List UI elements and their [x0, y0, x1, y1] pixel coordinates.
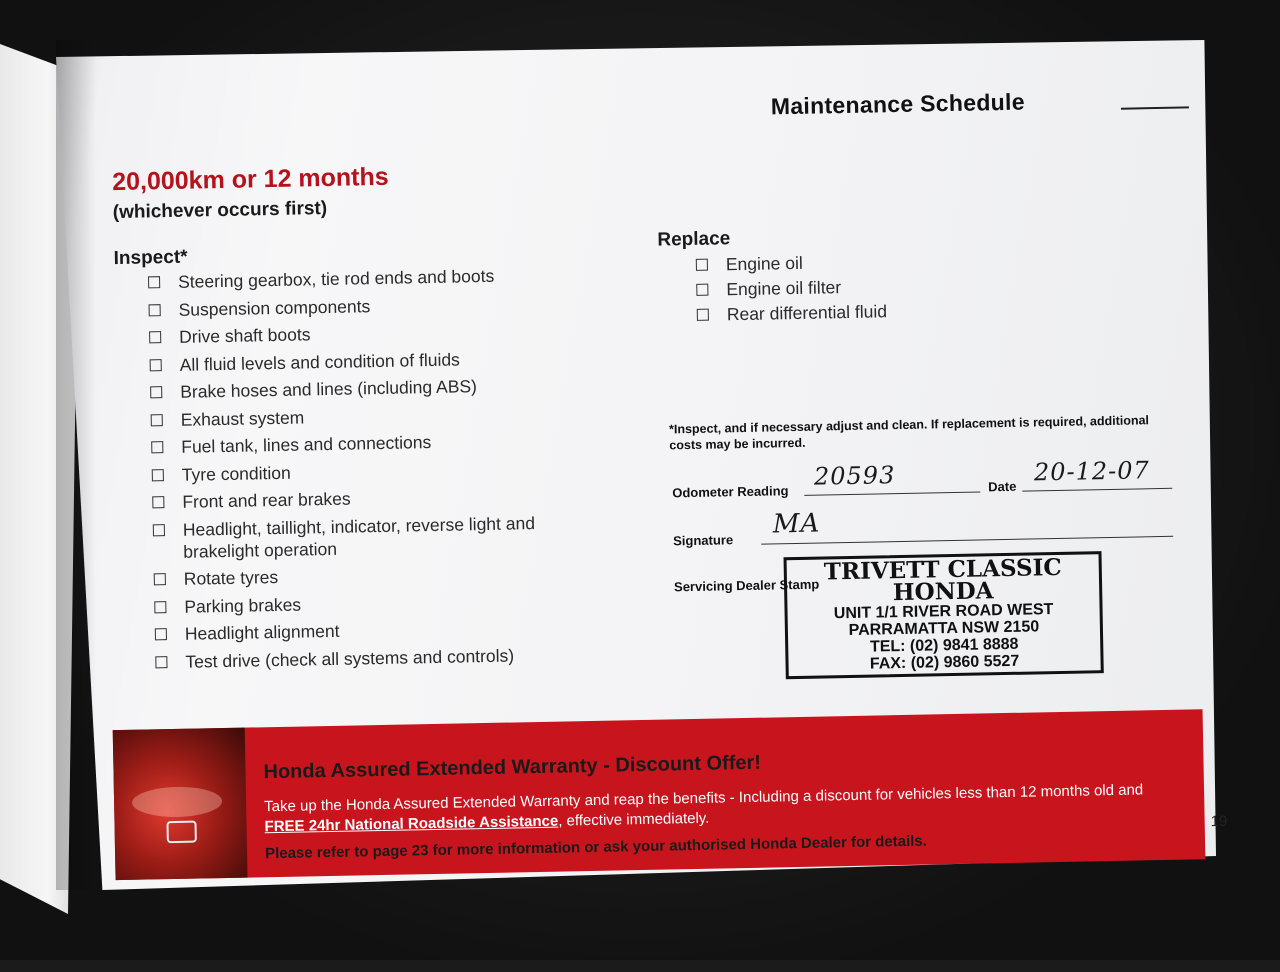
inspect-item: [153, 615, 613, 646]
checkbox[interactable]: [697, 309, 709, 321]
inspect-item: [146, 263, 606, 294]
date-value[interactable]: 20-12-07: [1033, 456, 1151, 487]
checkbox[interactable]: [151, 414, 163, 426]
stamp-address: UNIT 1/1 RIVER ROAD WEST: [833, 601, 1054, 623]
title-rule: [1121, 106, 1189, 109]
inspect-item: [153, 642, 613, 673]
inspect-item: [152, 587, 612, 618]
checkbox[interactable]: [150, 386, 162, 398]
checkbox[interactable]: [154, 601, 166, 613]
banner-body-text-end: , effective immediately.: [558, 809, 710, 830]
inspect-item: [149, 400, 609, 431]
inspect-item-label: Tyre condition: [181, 462, 291, 485]
inspect-heading: Inspect*: [113, 246, 188, 270]
interval-title: 20,000km or 12 months: [111, 162, 389, 197]
checkbox[interactable]: [149, 331, 161, 343]
inspect-checklist: [146, 263, 614, 679]
dealer-stamp: [784, 551, 1104, 679]
section-title: Maintenance Schedule: [770, 88, 1026, 120]
banner-cta: Please refer to page 23 for more information or ask your authorised Honda Dealer for details.: [264, 832, 928, 863]
replace-item-label: Engine oil: [725, 252, 803, 275]
inspect-item-label: Suspension components: [178, 295, 371, 320]
odometer-value[interactable]: 20593: [813, 461, 896, 491]
inspect-item-label: Headlight alignment: [184, 620, 340, 644]
odometer-line: [804, 491, 980, 495]
inspect-item: [150, 455, 610, 486]
roadside-assistance-link[interactable]: FREE 24hr National Roadside Assistance: [264, 812, 559, 836]
checkbox[interactable]: [151, 441, 163, 453]
inspect-item: [151, 510, 612, 563]
stamp-suburb: PARRAMATTA NSW 2150: [848, 618, 1040, 640]
inspect-footnote: *Inspect, and if necessary adjust and clean. If replacement is required, additional costs may be incurred.: [668, 413, 1150, 453]
signature-value[interactable]: MA: [772, 508, 821, 540]
inspect-item-label: Exhaust system: [180, 406, 305, 430]
replace-item-label: Rear differential fluid: [726, 301, 888, 325]
checkbox[interactable]: [153, 524, 165, 536]
inspect-item-label: Steering gearbox, tie rod ends and boots: [177, 265, 495, 292]
replace-item-label: Engine oil filter: [726, 277, 842, 300]
stamp-dealer-name: TRIVETT CLASSIC: [823, 553, 1062, 586]
inspect-item-label: Headlight, taillight, indicator, reverse light and brakelight operation: [182, 512, 536, 562]
honda-emblem-icon: [166, 821, 196, 844]
replace-item: [694, 273, 994, 301]
dealer-stamp-label: Servicing Dealer Stamp: [673, 576, 820, 595]
signature-line: [761, 536, 1173, 545]
inspect-item-label: Brake hoses and lines (including ABS): [180, 376, 478, 402]
inspect-item: [147, 345, 607, 376]
inspect-item: [149, 428, 609, 459]
checkbox[interactable]: [154, 573, 166, 585]
checkbox[interactable]: [152, 469, 164, 481]
replace-item: [694, 248, 994, 276]
car-photo: [113, 728, 248, 881]
inspect-item: [146, 290, 606, 321]
stamp-fax: FAX: (02) 9860 5527: [869, 652, 1020, 673]
checkbox[interactable]: [696, 259, 708, 271]
inspect-item: [147, 318, 607, 349]
replace-checklist: [694, 248, 995, 329]
replace-item: [695, 298, 995, 326]
inspect-item: [150, 483, 610, 514]
date-line: [1022, 488, 1172, 492]
banner-body-text: Take up the Honda Assured Extended Warranty and reap the benefits - Including a discount for vehicles less than 12 months old and: [264, 781, 1144, 816]
inspect-item-label: Drive shaft boots: [178, 324, 311, 347]
car-headlight-highlight: [132, 786, 223, 818]
inspect-item: [148, 373, 608, 404]
warranty-banner: [113, 709, 1206, 880]
checkbox[interactable]: [155, 656, 167, 668]
banner-body: [264, 780, 1185, 838]
stamp-phone: TEL: (02) 9841 8888: [869, 635, 1019, 656]
checkbox[interactable]: [149, 304, 161, 316]
odometer-label: Odometer Reading: [672, 483, 789, 501]
signature-label: Signature: [673, 532, 734, 549]
inspect-item-label: Test drive (check all systems and controls): [185, 644, 515, 672]
inspect-item-label: All fluid levels and condition of fluids: [179, 348, 461, 375]
checkbox[interactable]: [155, 628, 167, 640]
checkbox[interactable]: [148, 276, 160, 288]
interval-subtitle: (whichever occurs first): [112, 197, 328, 224]
inspect-item-label: Rotate tyres: [183, 566, 279, 589]
inspect-item-label: Front and rear brakes: [182, 488, 351, 512]
replace-heading: Replace: [657, 228, 731, 251]
banner-title: Honda Assured Extended Warranty - Discount Offer!: [263, 751, 762, 784]
checkbox[interactable]: [152, 496, 164, 508]
inspect-item: [152, 560, 612, 591]
stamp-brand: HONDA: [892, 577, 994, 607]
page-number: 19: [1210, 812, 1228, 831]
checkbox[interactable]: [150, 359, 162, 371]
date-label: Date: [988, 478, 1017, 495]
inspect-item-label: Parking brakes: [184, 594, 302, 617]
checkbox[interactable]: [696, 284, 708, 296]
inspect-item-label: Fuel tank, lines and connections: [181, 432, 432, 457]
